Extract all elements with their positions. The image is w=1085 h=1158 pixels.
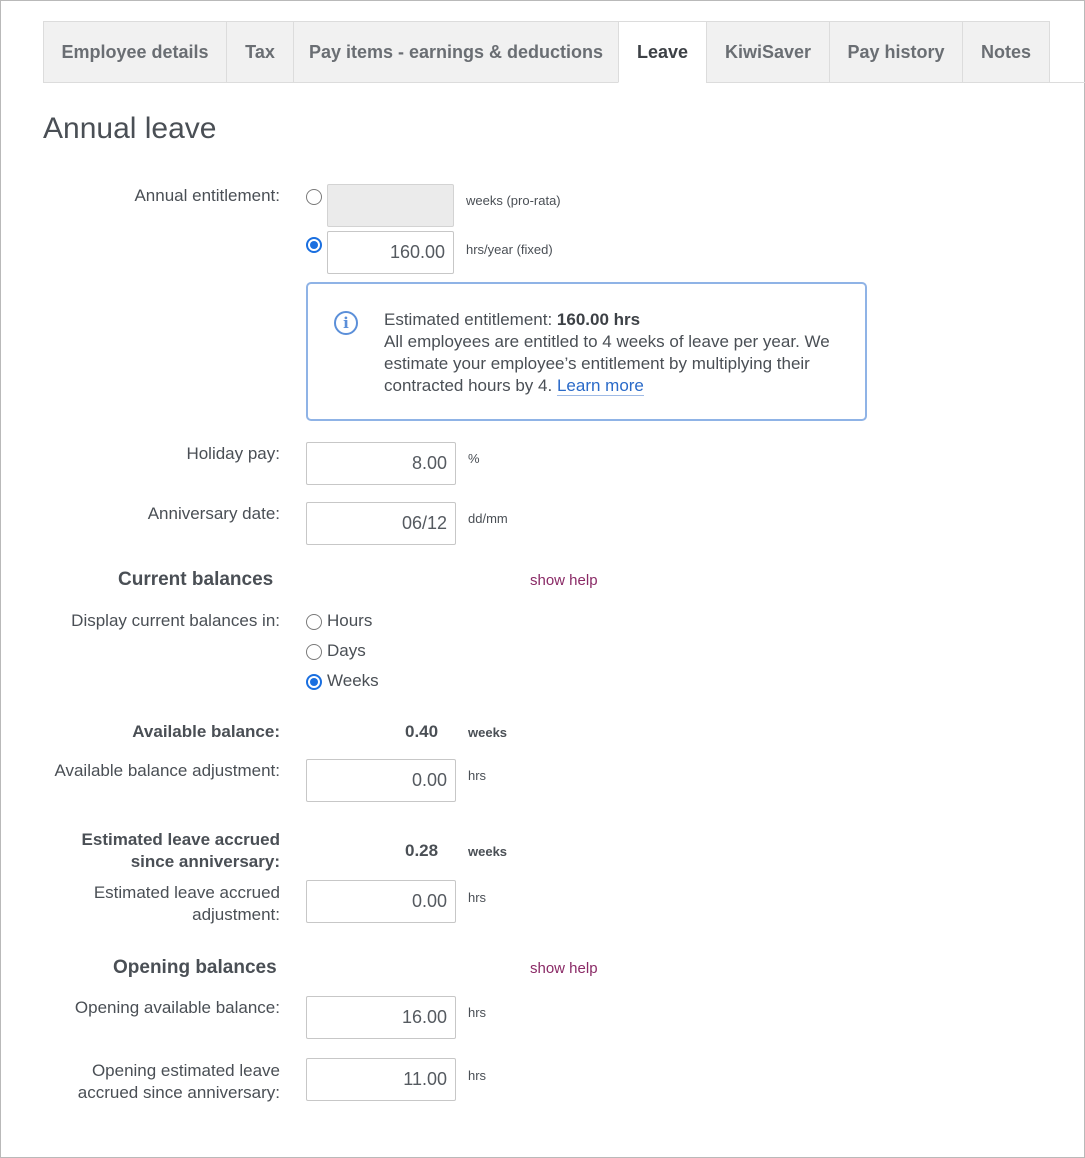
weeks-display-label[interactable]: Weeks bbox=[327, 671, 379, 690]
accrued-value: 0.28 bbox=[405, 841, 439, 860]
tab-pay-history[interactable]: Pay history bbox=[829, 21, 962, 83]
anniversary-date-label: Anniversary date: bbox=[147, 504, 280, 523]
accrued-adjustment-label bbox=[94, 882, 280, 926]
days-display-radio[interactable] bbox=[306, 644, 322, 660]
available-adjustment-unit: hrs bbox=[468, 768, 487, 783]
holiday-pay-unit: % bbox=[468, 451, 480, 466]
hours-input[interactable] bbox=[327, 231, 454, 274]
available-adjustment-input[interactable] bbox=[306, 759, 456, 802]
opening-accrued-unit: hrs bbox=[468, 1068, 487, 1083]
available-adjustment-label: Available balance adjustment: bbox=[54, 761, 280, 780]
opening-available-label: Opening available balance: bbox=[74, 998, 280, 1017]
opening-accrued-line1: Opening estimated leave bbox=[91, 1061, 280, 1080]
hours-display-label[interactable]: Hours bbox=[327, 611, 373, 630]
opening-accrued-input[interactable] bbox=[306, 1058, 456, 1101]
weeks-radio[interactable] bbox=[306, 189, 322, 205]
learn-more-link[interactable]: Learn more bbox=[556, 376, 644, 395]
weeks-unit: weeks (pro-rata) bbox=[466, 193, 561, 208]
available-balance-unit: weeks bbox=[468, 725, 508, 740]
info-text bbox=[384, 309, 844, 397]
current-balances-heading: Current balances bbox=[118, 569, 274, 590]
weeks-display-radio[interactable] bbox=[306, 674, 322, 690]
tab-leave[interactable]: Leave bbox=[618, 21, 706, 83]
opening-balances-help-link[interactable]: show help bbox=[530, 960, 598, 977]
weeks-input[interactable] bbox=[327, 184, 454, 227]
tab-kiwisaver[interactable]: KiwiSaver bbox=[706, 21, 829, 83]
accrued-adj-line1: Estimated leave accrued bbox=[93, 883, 280, 902]
available-balance-label: Available balance: bbox=[132, 722, 280, 741]
accrued-adjustment-unit: hrs bbox=[468, 890, 487, 905]
opening-accrued-label bbox=[78, 1060, 280, 1104]
available-balance-value: 0.40 bbox=[405, 722, 439, 741]
holiday-pay-label: Holiday pay: bbox=[186, 444, 280, 463]
opening-available-unit: hrs bbox=[468, 1005, 487, 1020]
days-display-label[interactable]: Days bbox=[327, 641, 366, 660]
accrued-adjustment-input[interactable] bbox=[306, 880, 456, 923]
page-title: Annual leave bbox=[43, 112, 217, 145]
holiday-pay-input[interactable] bbox=[306, 442, 456, 485]
opening-balances-heading: Opening balances bbox=[113, 957, 277, 978]
tab-pay-items[interactable]: Pay items - earnings & deductions bbox=[293, 21, 618, 83]
info-estimate-value: 160.00 hrs bbox=[556, 310, 641, 329]
opening-available-input[interactable] bbox=[306, 996, 456, 1039]
accrued-label-line2: since anniversary: bbox=[130, 852, 280, 871]
tab-notes[interactable]: Notes bbox=[962, 21, 1050, 83]
anniversary-date-input[interactable] bbox=[306, 502, 456, 545]
accrued-since-anniversary-label bbox=[82, 829, 280, 873]
opening-accrued-line2: accrued since anniversary: bbox=[77, 1083, 280, 1102]
current-balances-help-link[interactable]: show help bbox=[530, 572, 598, 589]
anniversary-date-unit: dd/mm bbox=[468, 511, 508, 526]
accrued-label-line1: Estimated leave accrued bbox=[81, 830, 280, 849]
entitlement-info-box bbox=[306, 282, 867, 421]
info-icon: i bbox=[334, 311, 358, 335]
tab-bar bbox=[43, 21, 1050, 83]
hours-unit: hrs/year (fixed) bbox=[466, 242, 553, 257]
annual-entitlement-label: Annual entitlement: bbox=[134, 186, 280, 205]
hours-radio[interactable] bbox=[306, 237, 322, 253]
hours-display-radio[interactable] bbox=[306, 614, 322, 630]
info-body: All employees are entitled to 4 weeks of leave per year. We estimate your employee’s entitlement by multiplying their contracted hours by 4. bbox=[384, 332, 830, 395]
display-balances-label: Display current balances in: bbox=[71, 611, 280, 630]
tab-tax[interactable]: Tax bbox=[226, 21, 293, 83]
info-line1-prefix: Estimated entitlement: bbox=[384, 310, 557, 329]
accrued-adj-line2: adjustment: bbox=[192, 905, 280, 924]
accrued-unit: weeks bbox=[468, 844, 508, 859]
tab-employee-details[interactable]: Employee details bbox=[43, 21, 226, 83]
